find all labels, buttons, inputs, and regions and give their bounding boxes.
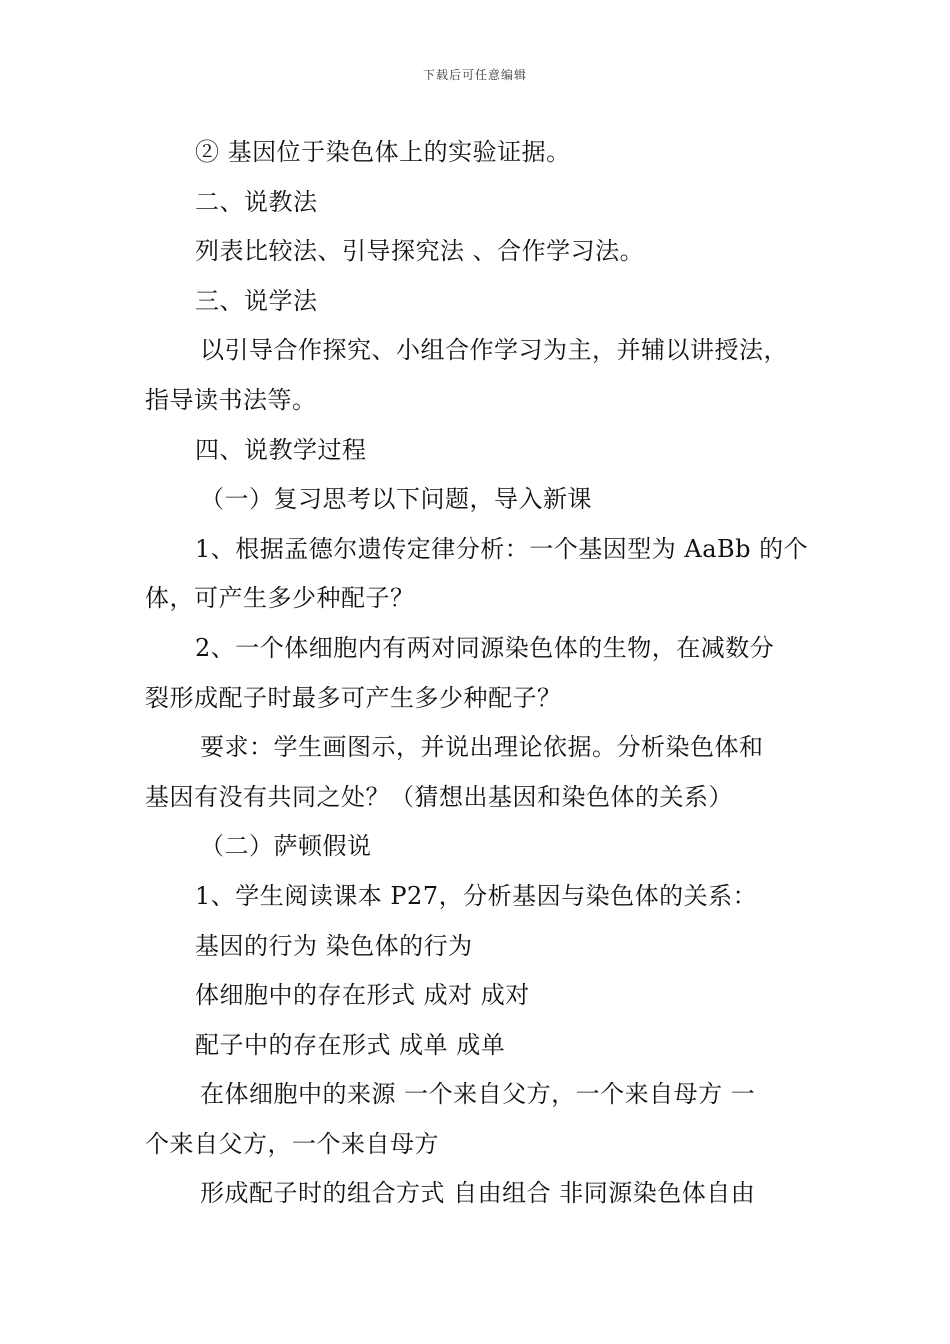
text-line: 配子中的存在形式 成单 成单 [195, 1030, 506, 1059]
section-heading: 四、说教学过程 [195, 435, 367, 464]
text-line: ② 基因位于染色体上的实验证据。 [195, 138, 571, 166]
section-heading: 三、说学法 [195, 286, 318, 315]
text-line: 个来自父方，一个来自母方 [145, 1129, 439, 1158]
page-header: 下载后可任意编辑 [422, 68, 527, 82]
text-line: 裂形成配子时最多可产生多少种配子？ [145, 683, 562, 712]
subsection-heading: （二）萨顿假说 [200, 832, 372, 861]
text-line: 1、根据孟德尔遗传定律分析：一个基因型为 AaBb 的个 [195, 534, 809, 563]
text-line: 体，可产生多少种配子？ [145, 584, 415, 613]
text-line: 基因的行为 染色体的行为 [195, 931, 473, 960]
subsection-heading: （一）复习思考以下问题，导入新课 [200, 485, 592, 514]
text-line: 形成配子时的组合方式 自由组合 非同源染色体自由 [200, 1179, 756, 1208]
text-line: 要求：学生画图示，并说出理论依据。分析染色体和 [200, 733, 764, 762]
text-line: 指导读书法等。 [145, 385, 317, 414]
text-line: 列表比较法、引导探究法 、合作学习法。 [195, 237, 645, 266]
text-line: 基因有没有共同之处？（猜想出基因和染色体的关系） [145, 782, 733, 811]
text-line: 在体细胞中的来源 一个来自父方，一个来自母方 一 [200, 1080, 756, 1109]
document-body [145, 128, 815, 1219]
text-line: 体细胞中的存在形式 成对 成对 [195, 981, 530, 1010]
section-heading: 二、说教法 [195, 187, 318, 216]
text-line: 以引导合作探究、小组合作学习为主，并辅以讲授法， [200, 336, 788, 365]
text-line: 1、学生阅读课本 P27，分析基因与染色体的关系： [195, 881, 758, 910]
text-line: 2、一个体细胞内有两对同源染色体的生物，在减数分 [195, 633, 775, 662]
